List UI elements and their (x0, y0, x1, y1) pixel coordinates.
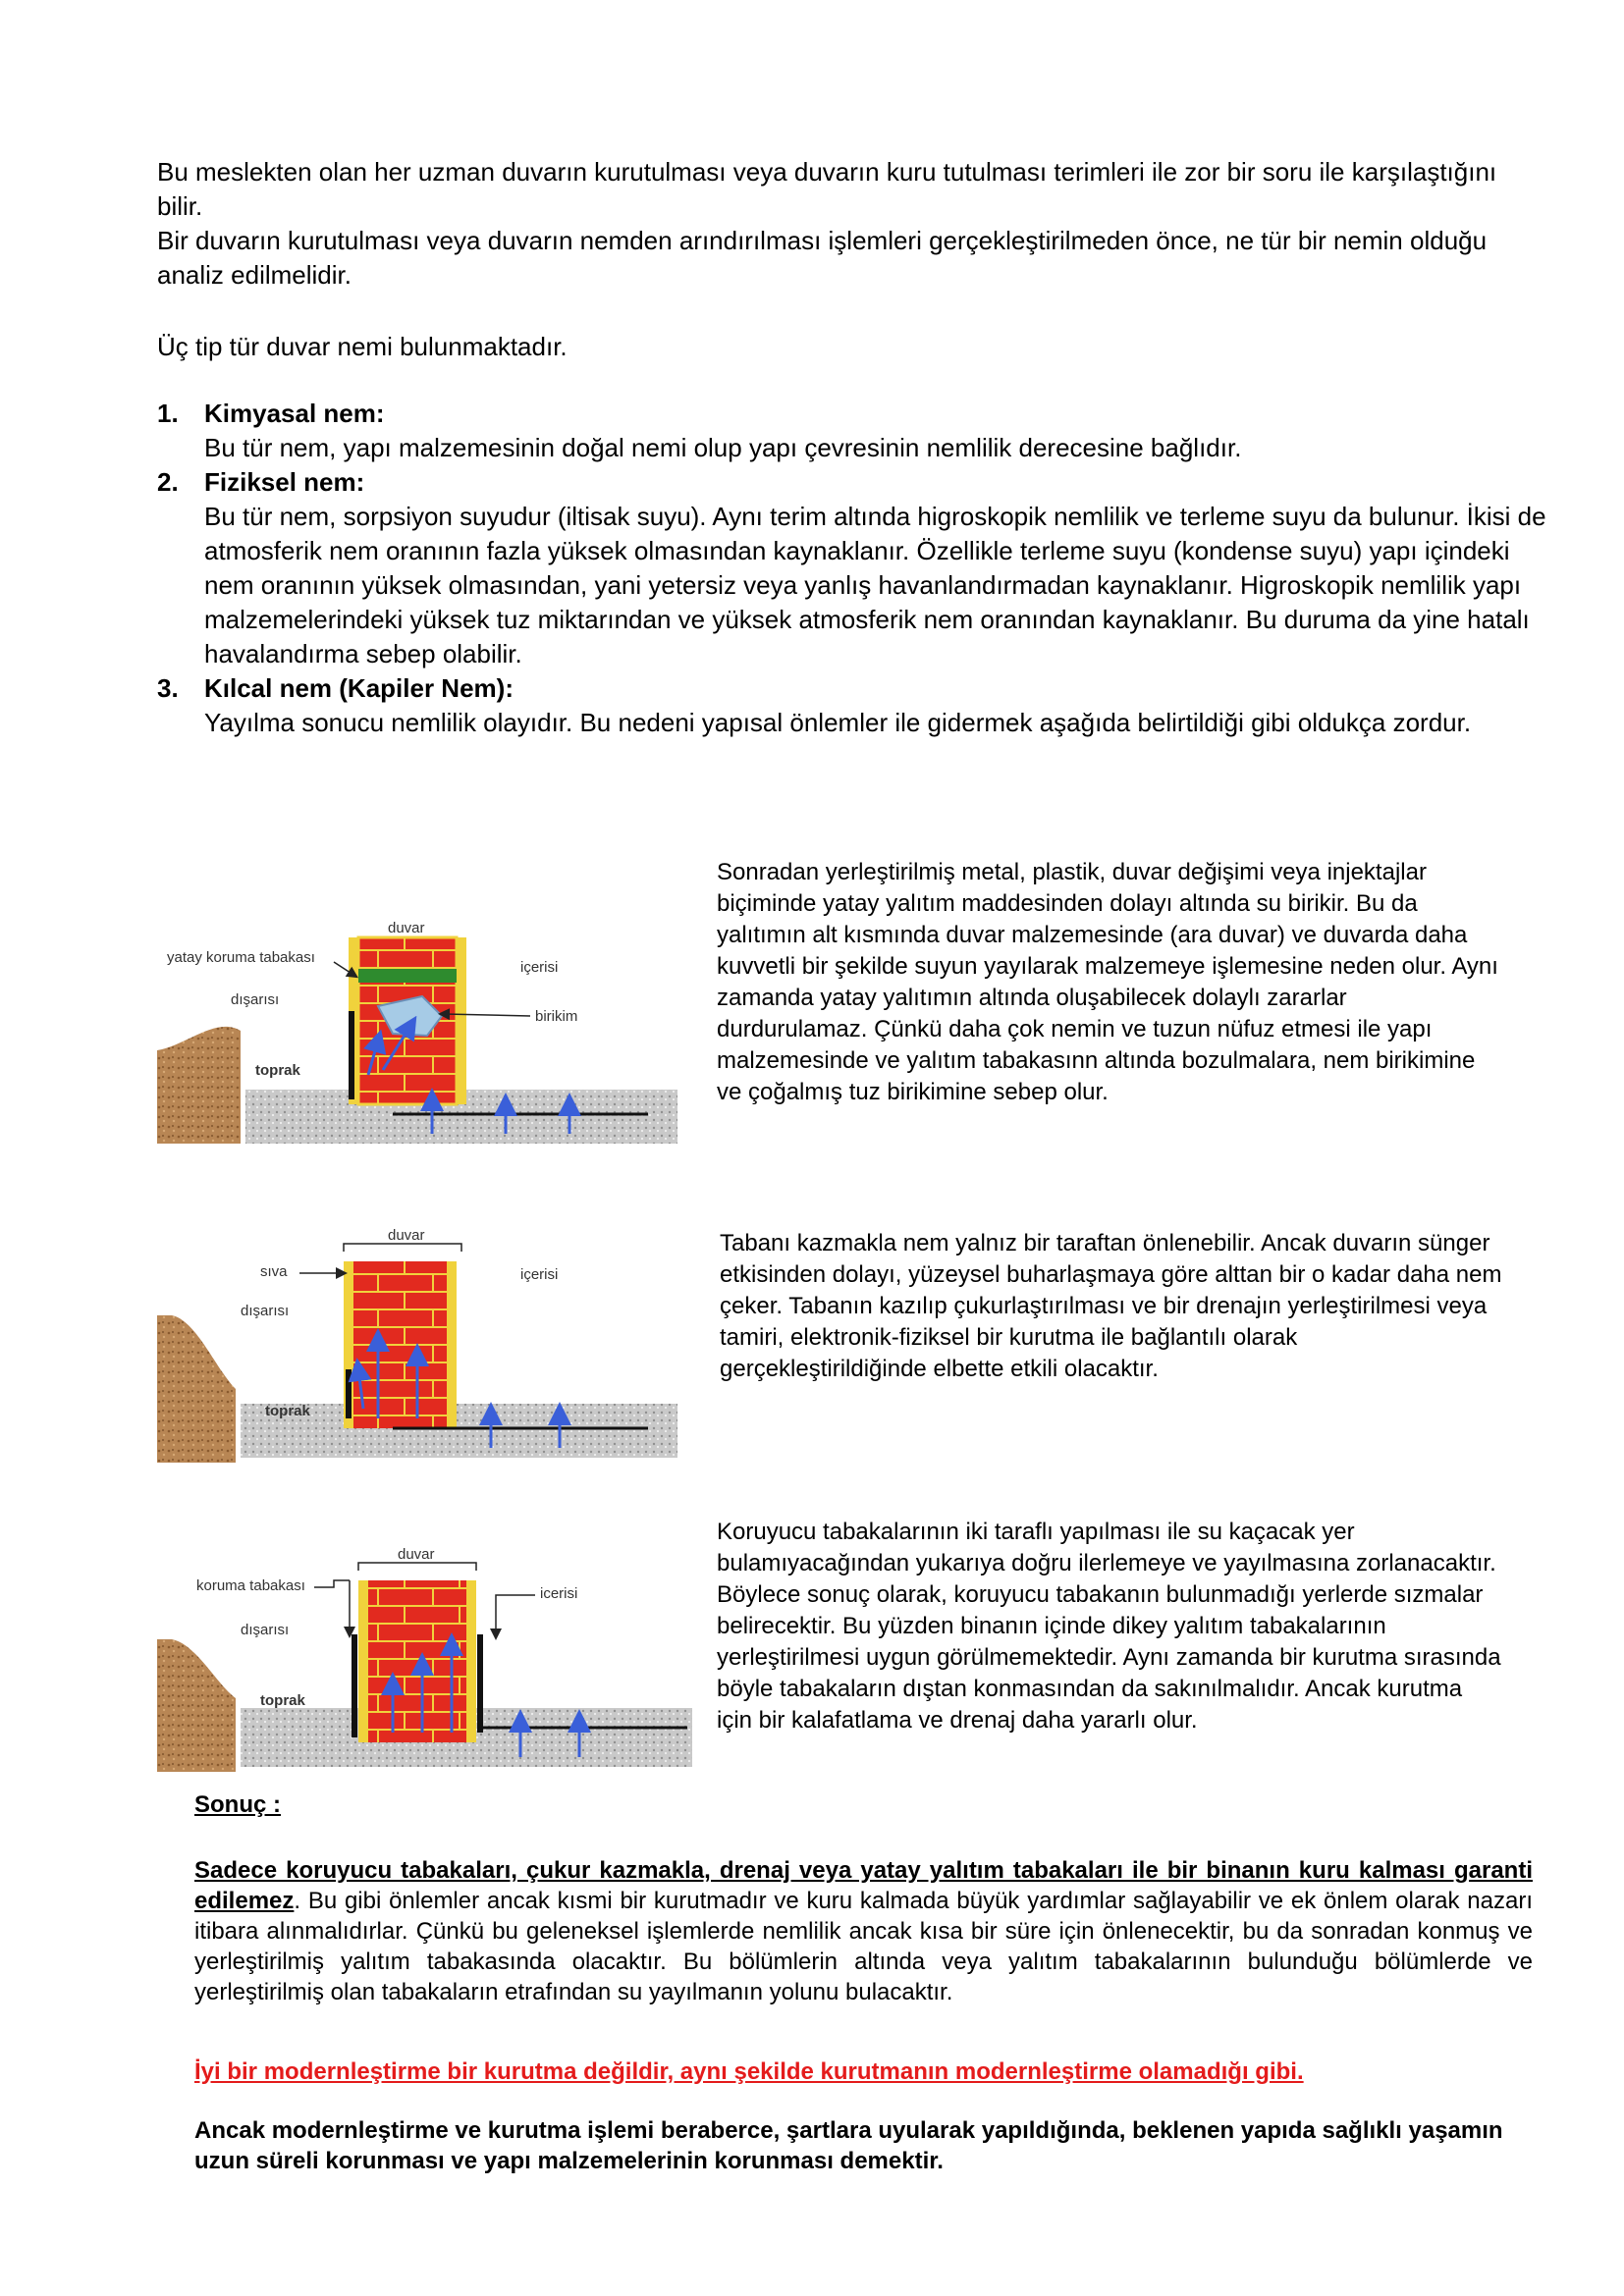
conclusion-body: . Bu gibi önlemler ancak kısmi bir kurutmadır ve kuru kalmada büyük yardımlar sağlayabilir ve ek önlem olarak nazarı itibara alınmalıdırlar. Çünkü bu geleneksel işlemlerde nemlilik ancak kısa bir süre için önlenecektir, bu da sonradan konmuş ve yerleştirilmiş yalıtım tabakasında olacaktır. Bu bölümlerin altında veya yalıtım tabakalarının bulunduğu bölümlerde ve yerleştirilmiş olan tabakaların etrafından su yayılmanın yolunu bulacaktır. (194, 1888, 1533, 2005)
conclusion-red-statement: İyi bir modernleştirme bir kurutma değildir, aynı şekilde kurutmanın modernleştirme olamadığı gibi. (194, 2058, 1304, 2085)
label-toprak: toprak (265, 1403, 310, 1419)
intro-paragraph-2: Bir duvarın kurutulması veya duvarın nemden arındırılması işlemleri gerçekleştirilmeden önce, ne tür bir nemin olduğu analiz edilmelidir. (157, 226, 1488, 290)
label-disarisi: dışarısı (231, 991, 280, 1008)
conclusion-emphasis: Sadece koruyucu tabakaları, çukur kazmakla, drenaj veya yatay yalıtım tabakaları ile bir binanın kuru kalması garanti edilemez (194, 1857, 1533, 1914)
figure-2-text: Tabanı kazmakla nem yalnız bir taraftan önlenebilir. Ancak duvarın sünger etkisinden dolayı, yüzeysel buharlaşmaya göre alttan bir o kadar daha nem çeker. Tabanın kazılıp çukurlaştırılması ve bir drenajın yerleştirilmesi veya tamiri, elektronik-fiziksel bir kurutma ile bağlantılı olarak gerçekleştirildiğinde elbette etkili olacaktır. (720, 1230, 1502, 1382)
conclusion-final-statement: Ancak modernleştirme ve kurutma işlemi beraberce, şartlara uyularak yapıldığında, beklenen yapıda sağlıklı yaşamın uzun süreli korunması ve yapı malzemelerinin korunması demektir. (194, 2117, 1503, 2174)
label-siva: sıva (260, 1263, 288, 1280)
type-number: 2. (157, 467, 179, 497)
label-birikim: birikim (535, 1008, 578, 1025)
intro (157, 155, 1532, 293)
label-disarisi: dışarısı (241, 1622, 290, 1638)
label-icerisi: icerisi (540, 1585, 578, 1602)
label-disarisi: dışarısı (241, 1303, 290, 1319)
type-description: Yayılma sonucu nemlilik olayıdır. Bu nedeni yapısal önlemler ile gidermek aşağıda belirtildiği gibi oldukça zordur. (204, 708, 1472, 737)
label-koruma: yatay koruma tabakası (167, 949, 315, 966)
diagram-horizontal-barrier (157, 898, 677, 1144)
figure-3-text: Koruyucu tabakalarının iki taraflı yapılması ile su kaçacak yer bulamıyacağından yukarıya doğru ilerlemeye ve yayılmasına zorlanacaktır. Böylece sonuç olarak, koruyucu tabakanın bulunmadığı yerlerde sızmalar belirecektir. Bu yüzden binanın içinde dikey yalıtım tabakalarının yerleştirilmesi uygun görülmemektedir. Aynı zamanda bir kurutma sırasında böyle tabakaların dıştan konmasından da sakınılmalıdır. Ancak kurutma için bir kalafatlama ve drenaj daha yararlı olur. (717, 1519, 1501, 1734)
label-toprak: toprak (255, 1062, 300, 1079)
label-duvar: duvar (388, 920, 425, 936)
conclusion-heading: Sonuç : (194, 1791, 281, 1818)
type-name: Fiziksel nem: (204, 467, 365, 497)
label-koruma: koruma tabakası (196, 1577, 305, 1594)
type-number: 3. (157, 673, 179, 703)
moisture-types-list (157, 397, 1551, 740)
type-name: Kimyasal nem: (204, 399, 385, 428)
diagram-excavation (157, 1222, 677, 1463)
types-title: Üç tip tür duvar nemi bulunmaktadır. (157, 332, 568, 361)
moisture-type-item (157, 465, 1551, 671)
moisture-type-item (157, 397, 1551, 465)
diagram-two-sided-protection (157, 1536, 697, 1777)
label-duvar: duvar (388, 1227, 425, 1244)
conclusion-paragraph (194, 1855, 1533, 2007)
type-description: Bu tür nem, yapı malzemesinin doğal nemi olup yapı çevresinin nemlilik derecesine bağlıdır. (204, 433, 1242, 462)
type-name: Kılcal nem (Kapiler Nem): (204, 673, 514, 703)
label-duvar: duvar (398, 1546, 435, 1563)
label-toprak: toprak (260, 1692, 305, 1709)
type-description: Bu tür nem, sorpsiyon suyudur (iltisak suyu). Aynı terim altında higroskopik nemlilik ve terleme suyu da bulunur. İkisi de atmosferik nem oranının fazla yüksek olmasından kaynaklanır. Özellikle terleme suyu (kondense suyu) yapı içindeki nem oranının yüksek olmasından, yani yetersiz veya yanlış havanlandırmadan kaynaklanır. Higroskopik nemlilik yapı malzemelerindeki yüksek tuz miktarından ve yüksek atmosferik nem oranından kaynaklanır. Bu duruma da yine hatalı havalandırma sebep olabilir. (204, 502, 1546, 668)
label-icerisi: içerisi (520, 959, 559, 976)
type-number: 1. (157, 399, 179, 428)
label-icerisi: içerisi (520, 1266, 559, 1283)
figure-1-text: Sonradan yerleştirilmiş metal, plastik, duvar değişimi veya injektajlar biçiminde yatay yalıtım maddesinden dolayı altında su birikir. Bu da yalıtımın alt kısmında duvar malzemesinde (ara duvar) ve duvarda daha kuvvetli bir şekilde suyun yayılarak malzemeye işlemesine neden olur. Aynı zamanda yatay yalıtımın altında oluşabilecek dolaylı zararlar durdurulamaz. Çünkü daha çok nemin ve tuzun nüfuz etmesi ile yapı malzemesinde ve yalıtım tabakasınn altında bozulmalara, nem birikimine ve çoğalmış tuz birikimine sebep olur. (717, 859, 1498, 1105)
intro-paragraph-1: Bu meslekten olan her uzman duvarın kurutulması veya duvarın kuru tutulması terimleri ile zor bir soru ile karşılaştığını bilir. (157, 157, 1497, 221)
moisture-type-item (157, 671, 1551, 740)
